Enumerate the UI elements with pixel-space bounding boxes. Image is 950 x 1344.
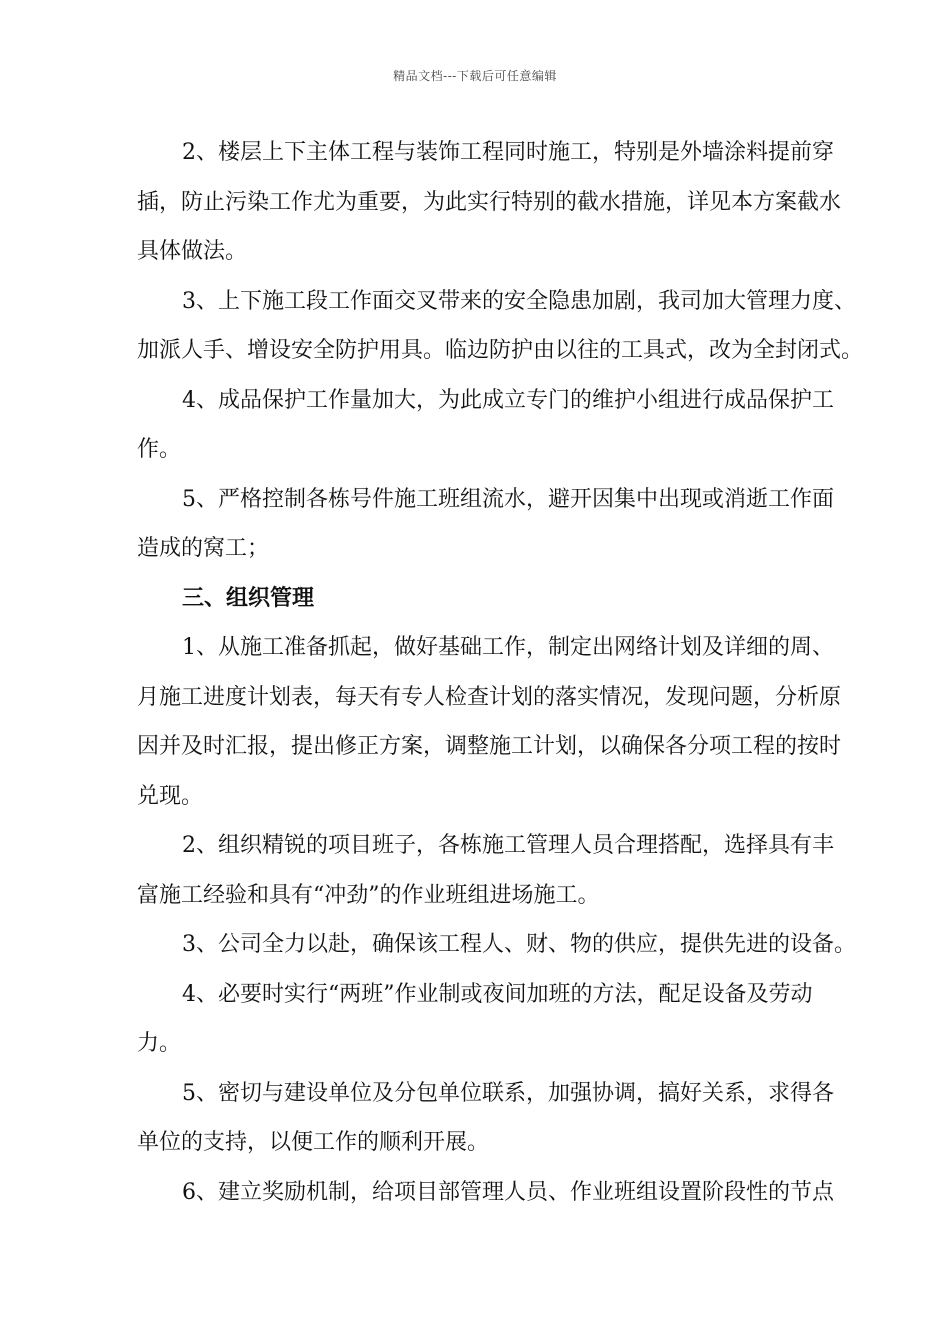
paragraph-line: 4、成品保护工作量加大，为此成立专门的维护小组进行成品保护工 — [182, 387, 834, 413]
paragraph-line: 富施工经验和具有“冲劲”的作业班组进场施工。 — [137, 882, 600, 908]
paragraph-safety — [137, 277, 867, 376]
paragraph-line: 6、建立奖励机制，给项目部管理人员、作业班组设置阶段性的节点 — [182, 1179, 834, 1205]
paragraph-preparation — [137, 623, 867, 821]
paragraph-line: 因并及时汇报，提出修正方案，调整施工计划，以确保各分项工程的按时 — [137, 734, 842, 759]
paragraph-line: 力。 — [137, 1031, 182, 1056]
paragraph-line: 造成的窝工； — [137, 536, 270, 561]
paragraph-line: 2、组织精锐的项目班子，各栋施工管理人员合理搭配，选择具有丰 — [182, 833, 834, 858]
paragraph-line: 月施工进度计划表，每天有专人检查计划的落实情况，发现问题，分析原 — [137, 684, 842, 710]
paragraph-line: 插，防止污染工作尤为重要，为此实行特别的截水措施，详见本方案截水 — [137, 189, 842, 215]
paragraph-line: 单位的支持，以便工作的顺利开展。 — [137, 1130, 490, 1155]
page-header: 精品文档---下载后可任意编辑 — [393, 69, 557, 83]
paragraph-line: 作。 — [137, 437, 182, 462]
paragraph-line: 3、上下施工段工作面交叉带来的安全隐患加剧，我司加大管理力度、 — [182, 288, 856, 314]
section-heading-text: 三、组织管理 — [182, 584, 315, 611]
paragraph-team-flow — [137, 475, 867, 574]
paragraph-line: 5、严格控制各栋号件施工班组流水，避开因集中出现或消逝工作面 — [182, 486, 834, 512]
paragraph-line: 5、密切与建设单位及分包单位联系，加强协调，搞好关系，求得各 — [182, 1080, 834, 1106]
paragraph-line: 2、楼层上下主体工程与装饰工程同时施工，特别是外墙涂料提前穿 — [182, 140, 834, 165]
section-heading — [137, 574, 867, 624]
paragraph-line: 3、公司全力以赴，确保该工程人、财、物的供应，提供先进的设备。 — [182, 932, 856, 957]
paragraph-line: 1、从施工准备抓起，做好基础工作，制定出网络计划及详细的周、 — [182, 635, 834, 660]
paragraph-coordination — [137, 1069, 867, 1168]
paragraph-incentives — [137, 1168, 867, 1218]
paragraph-line: 兑现。 — [137, 783, 204, 809]
paragraph-product-protection — [137, 376, 867, 475]
paragraph-line: 具体做法。 — [137, 239, 248, 264]
paragraph-line: 加派人手、增设安全防护用具。临边防护由以往的工具式，改为全封闭式。 — [137, 338, 864, 363]
paragraph-line: 4、必要时实行“两班”作业制或夜间加班的方法，配足设备及劳动 — [182, 981, 813, 1007]
paragraph-company-support — [137, 920, 867, 970]
paragraph-floor-construction — [137, 128, 867, 277]
document-body — [137, 128, 867, 1217]
paragraph-project-team — [137, 821, 867, 920]
paragraph-two-shifts — [137, 970, 867, 1069]
